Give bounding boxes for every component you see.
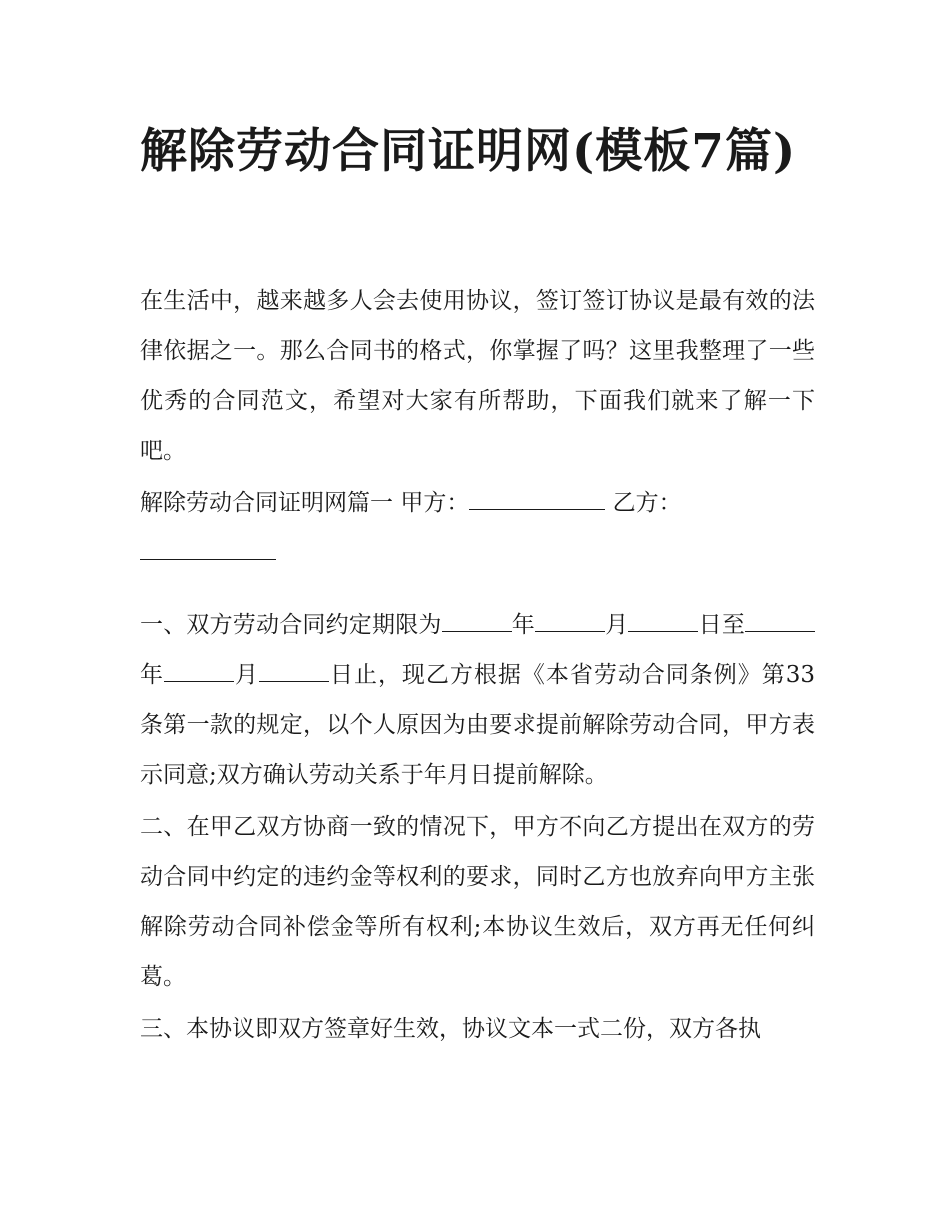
section-1-header — [140, 478, 815, 578]
start-year-blank — [442, 609, 512, 632]
end-month-blank — [164, 659, 234, 682]
start-day-blank — [628, 609, 698, 632]
intro-paragraph: 在生活中，越来越多人会去使用协议，签订签订协议是最有效的法律依据之一。那么合同书的格式，你掌握了吗？这里我整理了一些优秀的合同范文，希望对大家有所帮助，下面我们就来了解一下吧。 — [140, 288, 815, 464]
clause-2: 二、在甲乙双方协商一致的情况下，甲方不向乙方提出在双方的劳动合同中约定的违约金等权利的要求，同时乙方也放弃向甲方主张解除劳动合同补偿金等所有权利;本协议生效后，双方再无任何纠葛。 — [140, 814, 815, 990]
party-b-label: 乙方： — [612, 490, 682, 516]
year-label-2: 年 — [140, 662, 164, 688]
day-to-label: 日至 — [698, 612, 746, 638]
month-label-2: 月 — [234, 662, 259, 688]
clause-1-rest: 日止，现乙方根据《本省劳动合同条例》第33条第一款的规定，以个人原因为由要求提前解除劳动合同，甲方表示同意;双方确认劳动关系于年月日提前解除。 — [140, 662, 816, 788]
clause-1-prefix: 一、双方劳动合同约定期限为 — [140, 612, 442, 638]
party-b-blank — [140, 537, 276, 560]
document-title: 解除劳动合同证明网(模板7篇) — [140, 124, 797, 179]
start-month-blank — [535, 609, 605, 632]
end-day-blank — [259, 659, 329, 682]
document-body — [140, 276, 815, 1056]
end-year-blank — [745, 609, 815, 632]
section-1-heading: 解除劳动合同证明网篇一 — [140, 490, 393, 516]
month-label: 月 — [605, 612, 629, 638]
party-a-blank — [469, 487, 605, 510]
clause-1 — [140, 600, 815, 800]
year-label: 年 — [511, 612, 536, 638]
clause-3: 三、本协议即双方签章好生效，协议文本一式二份，双方各执 — [140, 1016, 761, 1042]
spacer — [140, 580, 815, 600]
party-a-label: 甲方： — [400, 490, 470, 516]
